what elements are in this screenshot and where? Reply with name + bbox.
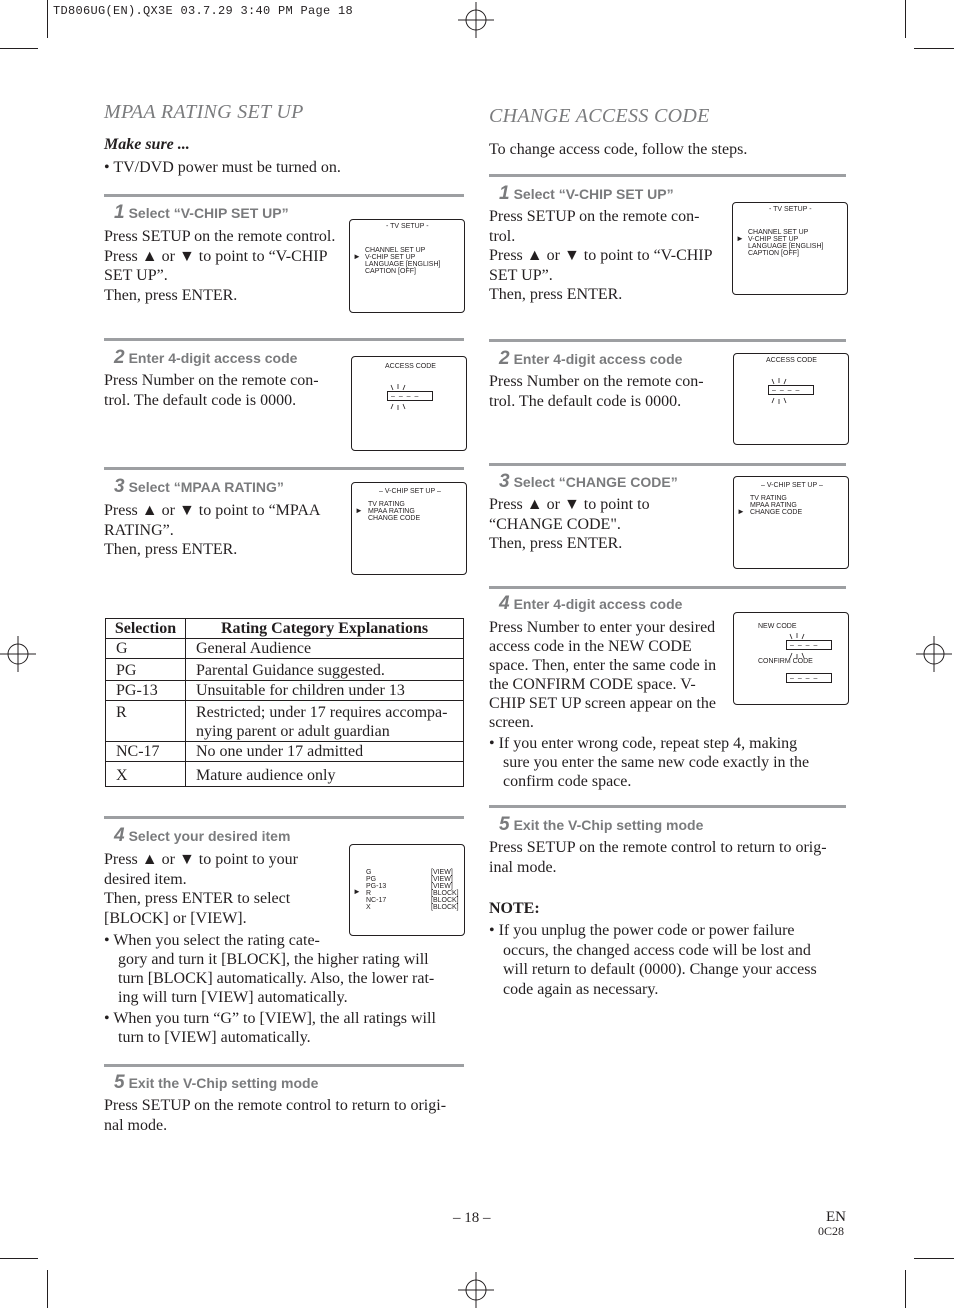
step-instructions: Press ▲ or ▼ to point to “MPAA RATING”. Then, press ENTER. (104, 502, 321, 558)
crop-mark (47, 0, 48, 38)
table-row: X Mature audience only (106, 762, 464, 787)
crop-mark (0, 48, 38, 49)
tv-setup-screen: - TV SETUP - CHANNEL SET UP ► V-CHIP SET UP LANGUAGE [ENGLISH] CAPTION [OFF] (732, 202, 848, 295)
crop-mark (914, 48, 954, 49)
registration-mark-icon (458, 1272, 494, 1308)
table-row: PG-13 Unsuitable for children under 13 (106, 681, 464, 701)
step-instructions: Press ▲ or ▼ to point to your desired item. Then, press ENTER to select [BLOCK] or [VIEW]. (104, 851, 298, 927)
intro-text: To change access code, follow the steps. (489, 141, 748, 158)
note-title: NOTE: (489, 900, 540, 917)
table-row: G General Audience (106, 639, 464, 659)
crop-mark (914, 1258, 954, 1259)
step-instructions: Press SETUP on the remote con- trol. Press ▲ or ▼ to point to “V-CHIP SET UP”. Then, press ENTER. (489, 208, 713, 303)
step-divider (489, 339, 846, 342)
step-heading: 1 Select “V-CHIP SET UP” (114, 202, 289, 223)
step-divider (104, 194, 464, 197)
step-bullet: • If you enter wrong code, repeat step 4, making sure you enter the same new code exactly in the confirm code space. (489, 735, 810, 790)
step-heading: 1 Select “V-CHIP SET UP” (499, 183, 674, 204)
note-bullet: • If you unplug the power code or power failure occurs, the changed access code will be lost and will return to default (0000). Change your access code again as necessary. (489, 922, 817, 998)
step-bullet: • When you turn “G” to [VIEW], the all ratings will turn to [VIEW] automatically. (104, 1010, 436, 1046)
cursor-arrow-icon: ► (353, 252, 361, 261)
step-instructions: Press ▲ or ▼ to point to “CHANGE CODE". Then, press ENTER. (489, 496, 650, 552)
step-heading: 2 Enter 4-digit access code (114, 347, 298, 368)
crop-mark (0, 1258, 38, 1259)
step-divider (104, 816, 464, 819)
step-instructions: Press Number to enter your desired access code in the NEW CODE space. Then, enter the same code in the CONFIRM CODE space. V- CHIP SET UP screen appear on the screen. (489, 619, 717, 731)
registration-mark-icon (0, 636, 36, 672)
registration-mark-icon (458, 2, 494, 38)
access-code-screen: ACCESS CODE – – – – (351, 356, 467, 451)
crop-mark (905, 0, 906, 38)
doc-code: 0C28 (818, 1224, 845, 1238)
step-divider (489, 463, 846, 466)
print-slug: TD806UG(EN).QX3E 03.7.29 3:40 PM Page 18 (53, 4, 354, 18)
cursor-arrow-icon: ► (355, 506, 363, 515)
step-divider (489, 805, 846, 808)
step-heading: 4 Enter 4-digit access code (499, 593, 683, 614)
blink-cursor-icon (787, 633, 807, 659)
rating-category-table (105, 618, 464, 787)
vchip-setup-screen: – V-CHIP SET UP – TV RATING ► MPAA RATING CHANGE CODE (351, 482, 467, 575)
step-heading: 3 Select “CHANGE CODE” (499, 471, 678, 492)
step-heading: 5 Exit the V-Chip setting mode (114, 1072, 319, 1093)
step-instructions: Press SETUP on the remote control to return to orig- inal mode. (489, 839, 827, 876)
step-heading: 4 Select your desired item (114, 825, 291, 846)
blink-cursor-icon (769, 378, 789, 404)
tv-setup-screen: - TV SETUP - CHANNEL SET UP ► V-CHIP SET UP LANGUAGE [ENGLISH] CAPTION [OFF] (349, 219, 465, 313)
table-row: NC-17 No one under 17 admitted (106, 742, 464, 762)
crop-mark (47, 1270, 48, 1308)
step-divider (104, 467, 464, 470)
step-divider (104, 1064, 464, 1067)
make-sure-label: Make sure ... (104, 136, 190, 153)
step-instructions: Press Number on the remote con- trol. The default code is 0000. (489, 373, 704, 410)
step-divider (104, 338, 464, 341)
step-heading: 3 Select “MPAA RATING” (114, 476, 284, 497)
vchip-setup-screen: – V-CHIP SET UP – TV RATING MPAA RATING ► CHANGE CODE (733, 476, 849, 569)
registration-mark-icon (916, 636, 952, 672)
step-heading: 5 Exit the V-Chip setting mode (499, 814, 704, 835)
step-divider (489, 586, 846, 589)
change-code-section-title: CHANGE ACCESS CODE (489, 105, 710, 127)
page-number: – 18 – (453, 1210, 491, 1226)
table-header: Rating Category Explanations (186, 619, 464, 639)
table-header: Selection (106, 619, 186, 639)
step-bullet: • When you select the rating cate- gory and turn it [BLOCK], the higher rating will turn [BLOCK] automatically. Also, the lower rat- ing will turn [VIEW] automatically. (104, 932, 435, 1006)
step-instructions: Press SETUP on the remote control. Press ▲ or ▼ to point to “V-CHIP SET UP”. Then, press ENTER. (104, 228, 336, 304)
language-code: EN (826, 1209, 846, 1225)
mpaa-section-title: MPAA RATING SET UP (104, 101, 304, 123)
step-instructions: Press Number on the remote con- trol. The default code is 0000. (104, 372, 319, 409)
crop-mark (905, 1270, 906, 1308)
step-heading: 2 Enter 4-digit access code (499, 348, 683, 369)
step-instructions: Press SETUP on the remote control to return to origi- nal mode. (104, 1097, 447, 1134)
rating-select-screen: G PG PG-13 ► R NC-17 X [VIEW] [VIEW] [VIEW] [BLOCK] [BLOCK] [BLOCK] (349, 844, 465, 936)
blink-cursor-icon (388, 384, 408, 410)
cursor-arrow-icon: ► (353, 887, 361, 896)
new-code-screen: NEW CODE – – – – CONFIRM CODE – – – – (733, 612, 849, 705)
table-row: R Restricted; under 17 requires accompa- nying parent or adult guardian (106, 701, 464, 742)
make-sure-bullet: • TV/DVD power must be turned on. (104, 159, 341, 176)
cursor-arrow-icon: ► (737, 507, 745, 516)
step-divider (489, 174, 846, 177)
table-row: PG Parental Guidance suggested. (106, 659, 464, 681)
access-code-screen: ACCESS CODE – – – – (733, 353, 849, 445)
cursor-arrow-icon: ► (736, 234, 744, 243)
